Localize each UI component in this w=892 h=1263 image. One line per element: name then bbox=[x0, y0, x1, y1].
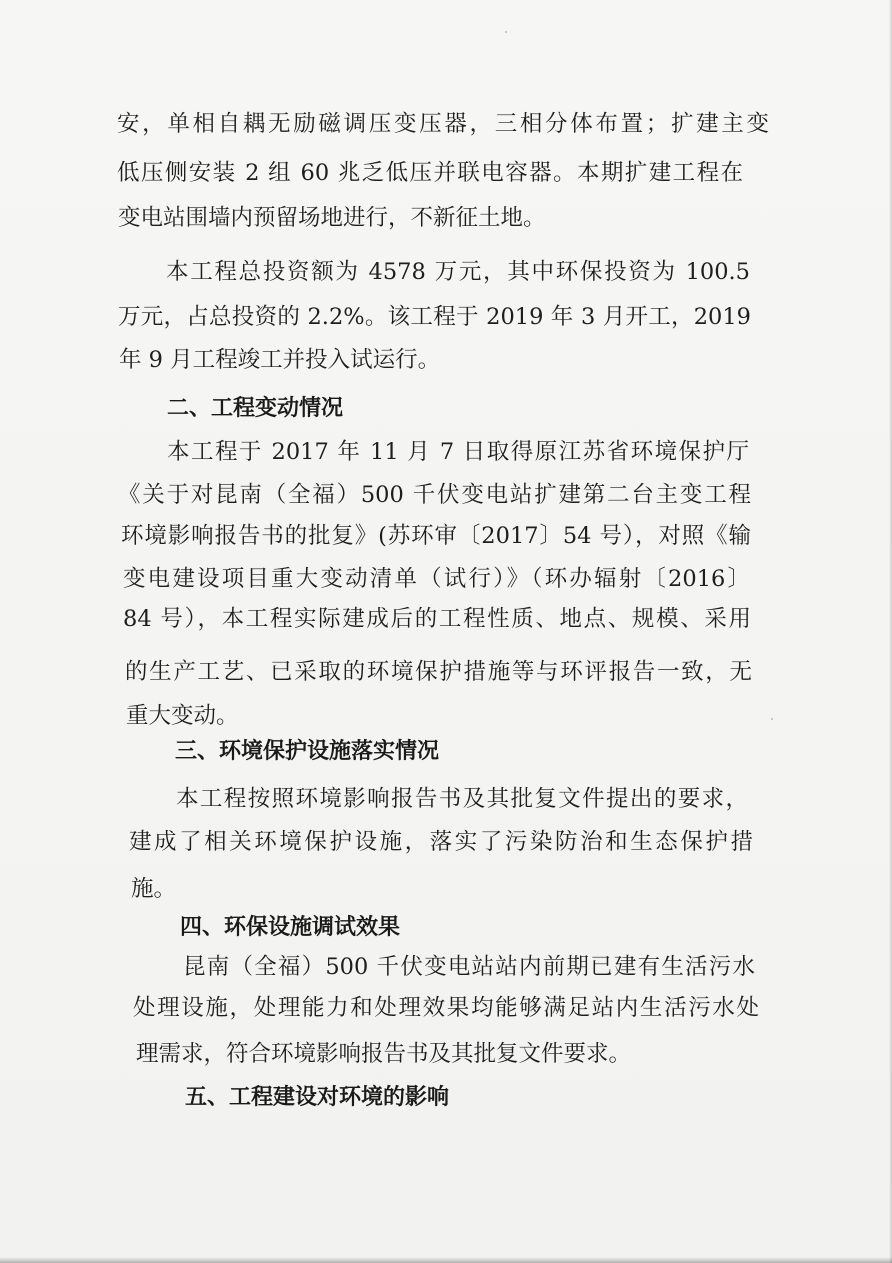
paragraph-line: 施。 bbox=[131, 876, 177, 902]
scan-speck bbox=[505, 31, 507, 33]
paragraph-line: 年 9 月工程竣工并投入试运行。 bbox=[119, 347, 441, 373]
paragraph-line: 安，单相自耦无励磁调压变压器，三相分体布置；扩建主变 bbox=[117, 111, 769, 137]
paragraph-line: 万元，占总投资的 2.2%。该工程于 2019 年 3 月开工，2019 bbox=[118, 304, 751, 330]
paragraph-line: 的生产工艺、已采取的环境保护措施等与环评报告一致，无 bbox=[125, 659, 752, 685]
paragraph-line: 本工程于 2017 年 11 月 7 日取得原江苏省环境保护厅 bbox=[167, 439, 749, 465]
section-heading: 三、环境保护设施落实情况 bbox=[175, 739, 440, 764]
paragraph-line: 环境影响报告书的批复》(苏环审〔2017〕54 号），对照《输 bbox=[121, 523, 751, 549]
paragraph-line: 变电建设项目重大变动清单（试行）》（环办辐射〔2016〕 bbox=[123, 566, 750, 592]
paragraph-line: 84 号），本工程实际建成后的工程性质、地点、规模、采用 bbox=[123, 606, 751, 632]
paragraph-line: 重大变动。 bbox=[126, 703, 239, 729]
paragraph-line: 本工程按照环境影响报告书及其批复文件提出的要求， bbox=[176, 786, 748, 812]
scan-speck bbox=[771, 718, 773, 720]
paragraph-line: 低压侧安装 2 组 60 兆乏低压并联电容器。本期扩建工程在 bbox=[117, 160, 743, 186]
paragraph-line: 本工程总投资额为 4578 万元，其中环保投资为 100.5 bbox=[166, 259, 750, 285]
scan-bottom-shadow bbox=[0, 1257, 892, 1263]
paragraph-line: 理需求，符合环境影响报告书及其批复文件要求。 bbox=[136, 1041, 632, 1067]
paragraph-line: 处理设施，处理能力和处理效果均能够满足站内生活污水处 bbox=[133, 995, 759, 1021]
paragraph-line: 建成了相关环境保护设施，落实了污染防治和生态保护措 bbox=[129, 829, 753, 855]
paragraph-line: 《关于对昆南（全福）500 千伏变电站扩建第二台主变工程 bbox=[118, 482, 751, 508]
section-heading: 五、工程建设对环境的影响 bbox=[185, 1085, 450, 1110]
paragraph-line: 变电站围墙内预留场地进行，不新征土地。 bbox=[118, 205, 546, 231]
section-heading: 二、工程变动情况 bbox=[167, 396, 344, 421]
paragraph-line: 昆南（全福）500 千伏变电站站内前期已建有生活污水 bbox=[183, 954, 755, 980]
section-heading: 四、环保设施调试效果 bbox=[180, 915, 401, 940]
